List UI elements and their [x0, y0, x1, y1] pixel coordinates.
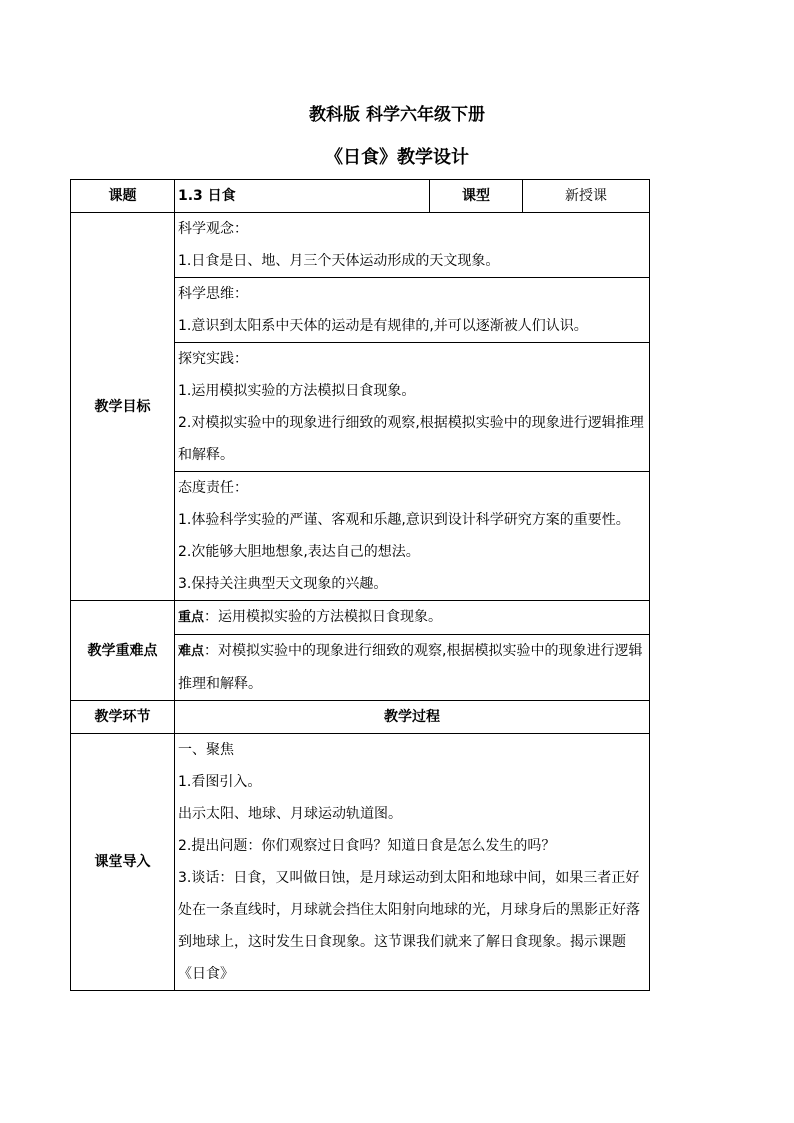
objective-item: 3.保持关注典型天文现象的兴趣。 — [178, 576, 388, 592]
key-point-text: 重点：运用模拟实验的方法模拟日食现象。 — [178, 609, 443, 625]
objective-section — [175, 343, 650, 472]
objective-row-concept — [71, 213, 650, 278]
topic-label: 课题 — [71, 180, 175, 213]
objective-section — [175, 213, 650, 278]
objective-item: 1.日食是日、地、月三个天体运动形成的天文现象。 — [178, 253, 500, 269]
intro-content — [175, 734, 650, 991]
intro-line: 3.谈话：日食，又叫做日蚀，是月球运动到太阳和地球中间，如果三者正好处在一条直线时，月球就会挡住太阳射向地球的光，月球身后的黑影正好落到地球上，这时发生日食现象。这节课我们就来了解日食现象。揭示课题《日食》 — [178, 870, 640, 982]
intro-row — [71, 734, 650, 991]
objective-heading: 探究实践： — [178, 351, 248, 367]
process-header-row — [71, 701, 650, 734]
process-header: 教学过程 — [175, 701, 650, 734]
objectives-label: 教学目标 — [71, 213, 175, 601]
key-point-cell — [175, 601, 650, 635]
objective-item: 1.体验科学实验的严谨、客观和乐趣,意识到设计科学研究方案的重要性。 — [178, 512, 630, 528]
key-points-label: 教学重难点 — [71, 601, 175, 701]
intro-line: 2.提出问题：你们观察过日食吗？知道日食是怎么发生的吗？ — [178, 838, 556, 854]
intro-label: 课堂导入 — [71, 734, 175, 991]
lesson-plan-table — [70, 179, 650, 991]
document-title: 教科版 科学六年级下册 — [309, 105, 485, 125]
key-point-label: 重点 — [178, 610, 205, 625]
difficult-point-text: 难点：对模拟实验中的现象进行细致的观察,根据模拟实验中的现象进行逻辑推理和解释。 — [178, 643, 643, 692]
intro-line: 出示太阳、地球、月球运动轨道图。 — [178, 806, 402, 822]
objective-section — [175, 278, 650, 343]
key-point-row — [71, 601, 650, 635]
objective-heading: 科学观念： — [178, 221, 248, 237]
objective-item: 2.次能够大胆地想象,表达自己的想法。 — [178, 544, 420, 560]
objective-item: 2.对模拟实验中的现象进行细致的观察,根据模拟实验中的现象进行逻辑推理和解释。 — [178, 415, 644, 463]
objective-item: 1.运用模拟实验的方法模拟日食现象。 — [178, 383, 416, 399]
intro-line: 1.看图引入。 — [178, 774, 262, 790]
intro-line: 一、聚焦 — [178, 742, 234, 758]
info-row — [71, 180, 650, 213]
objective-item: 1.意识到太阳系中天体的运动是有规律的,并可以逐渐被人们认识。 — [178, 318, 588, 334]
lesson-title: 《日食》教学设计 — [325, 147, 469, 168]
type-label: 课型 — [430, 180, 523, 213]
objective-section — [175, 472, 650, 601]
stage-header: 教学环节 — [71, 701, 175, 734]
topic-value: 1.3 日食 — [175, 180, 430, 213]
objective-heading: 态度责任： — [178, 480, 248, 496]
difficult-point-label: 难点 — [178, 644, 205, 659]
type-value: 新授课 — [523, 180, 650, 213]
difficult-point-cell — [175, 635, 650, 701]
objective-heading: 科学思维： — [178, 286, 248, 302]
